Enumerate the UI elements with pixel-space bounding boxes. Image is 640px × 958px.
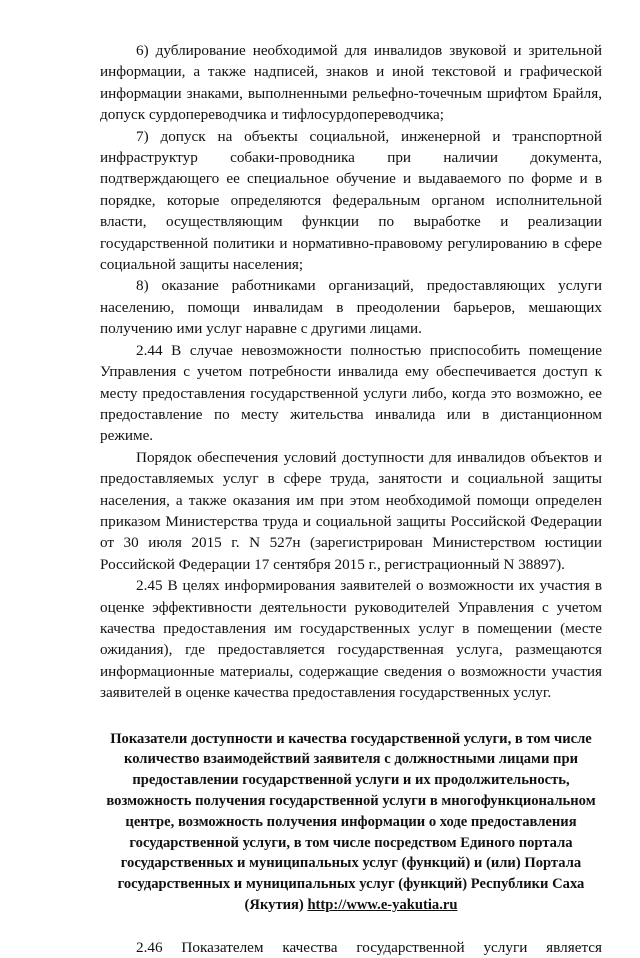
paragraph-item-7: 7) допуск на объекты социальной, инженерной и транспортной инфраструктур собаки-проводника при наличии документа, подтверждающего ее специальное обучение и выдаваемого по форме и в порядке, которые определяются федеральным органом исполнительной власти, осуществляющим функции по выработке и реализации государственной политики и нормативно-правовому регулированию в сфере социальной защиты населения; [100,127,602,274]
paragraph-2-45: 2.45 В целях информирования заявителей о возможности их участия в оценке эффективности деятельности руководителей Управления с учетом качества предоставления им государственных услуг в помещении (месте ожидания), где предоставляется государственная услуга, размещаются информационные материалы, содержащие сведения о возможности участия заявителей в оценке качества предоставления государственных услуг. [100,577,602,702]
portal-link[interactable]: http://www.e-yakutia.ru [307,896,458,913]
paragraph-item-6: 6) дублирование необходимой для инвалидов звуковой и зрительной информации, а также надписей, знаков и иной текстовой и графической информации знаками, выполненными рельефно-точечным шрифтом Брайля, допуск сурдопереводчика и тифлосурдопереводчика; [100,42,602,124]
paragraph-item-8: 8) оказание работниками организаций, предоставляющих услуги населению, помощи инвалидам в преодолении барьеров, мешающих получению ими услуг наравне с другими лицами. [100,277,602,338]
paragraph-accessibility-order: Порядок обеспечения условий доступности для инвалидов объектов и предоставляемых услуг в сфере труда, занятости и социальной защиты населения, а также оказания им при этом необходимой помощи определен приказом Министерства труда и социальной защиты Российской Федерации от 30 июля 2015 г. N 527н (зарегистрирован Министерством юстиции Российской Федерации 17 сентября 2015 г., регистрационный N 38897). [100,448,602,573]
section-heading-text: Показатели доступности и качества государственной услуги, в том числе количество взаимодействий заявителя с должностными лицами при предоставлении государственной услуги и их продолжительность, возможность получения государственной услуги в многофункциональном центре, возможность получения информации о ходе предоставления государственной услуги, в том числе посредством Единого портала государственных и муниципальных услуг (функций) и (или) Портала государственных и муниципальных услуг (функций) Республики Саха (Якутия) [106,730,596,913]
section-heading [100,729,602,916]
paragraph-2-44: 2.44 В случае невозможности полностью приспособить помещение Управления с учетом потребности инвалида ему обеспечивается доступ к месту предоставления государственной услуги либо, когда это возможно, ее предоставление по месту жительства инвалида или в дистанционном режиме. [100,341,602,445]
paragraph-2-46: 2.46 Показателем качества государственной услуги является [136,938,602,956]
